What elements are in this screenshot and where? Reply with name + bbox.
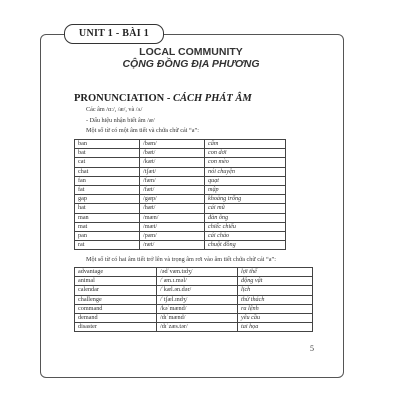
ipa-cell: /ræt/ <box>140 241 205 250</box>
table-row <box>75 304 313 313</box>
ipa-cell: /ədˈvæn.tɪdʒ/ <box>157 268 238 277</box>
word-cell: calendar <box>75 286 157 295</box>
table-row <box>75 231 286 240</box>
unit-badge: UNIT 1 - BÀI 1 <box>64 24 164 44</box>
ipa-cell: /fæn/ <box>140 176 205 185</box>
ipa-cell: /fæt/ <box>140 185 205 194</box>
meaning-cell: khoảng trống <box>205 195 286 204</box>
table-row <box>75 313 313 322</box>
word-cell: ban <box>75 140 140 149</box>
section-heading-english: PRONUNCIATION - <box>74 93 173 104</box>
ipa-cell: /pæn/ <box>140 231 205 240</box>
table1-intro: Một số từ có một âm tiết và chứa chữ cái “a”: <box>86 127 199 134</box>
ipa-cell: /ˈæn.ɪ.məl/ <box>157 277 238 286</box>
word-cell: demand <box>75 313 157 322</box>
meaning-cell: cái chảo <box>205 231 286 240</box>
table-row <box>75 295 313 304</box>
table2-intro: Một số từ có hai âm tiết trở lên và trọng âm rơi vào âm tiết chứa chữ cái “a”: <box>86 256 276 263</box>
meaning-cell: động vật <box>238 277 313 286</box>
ipa-cell: /ˈtʃæl.ɪndʒ/ <box>157 295 238 304</box>
word-cell: disaster <box>75 323 157 332</box>
meaning-cell: con mèo <box>205 158 286 167</box>
table-row <box>75 140 286 149</box>
table-row <box>75 176 286 185</box>
table-row <box>75 213 286 222</box>
meaning-cell: nói chuyện <box>205 167 286 176</box>
table-row <box>75 268 313 277</box>
meaning-cell: mập <box>205 185 286 194</box>
word-cell: animal <box>75 277 157 286</box>
table-row <box>75 323 313 332</box>
word-cell: chat <box>75 167 140 176</box>
meaning-cell: chiếc chiếu <box>205 222 286 231</box>
meaning-cell: chuột đồng <box>205 241 286 250</box>
table-row <box>75 204 286 213</box>
table-row <box>75 286 313 295</box>
ipa-cell: /kæt/ <box>140 158 205 167</box>
word-cell: man <box>75 213 140 222</box>
ipa-cell: /dɪˈmænd/ <box>157 313 238 322</box>
meaning-cell: cái mũ <box>205 204 286 213</box>
word-cell: gap <box>75 195 140 204</box>
table-row <box>75 195 286 204</box>
word-cell: command <box>75 304 157 313</box>
word-cell: fat <box>75 185 140 194</box>
ipa-cell: /dɪˈzæs.tər/ <box>157 323 238 332</box>
ipa-cell: /kəˈmænd/ <box>157 304 238 313</box>
meaning-cell: con dơi <box>205 149 286 158</box>
lesson-title-english: LOCAL COMMUNITY <box>139 46 243 58</box>
table-row <box>75 158 286 167</box>
sounds-line: Các âm /ɑ:/, /æ/, và /ʌ/ <box>86 106 143 113</box>
table-row <box>75 185 286 194</box>
meaning-cell: thử thách <box>238 295 313 304</box>
word-cell: cat <box>75 158 140 167</box>
word-cell: rat <box>75 241 140 250</box>
sign-line: - Dấu hiệu nhận biết âm /æ/ <box>86 117 155 124</box>
table-row <box>75 167 286 176</box>
ipa-cell: /mæt/ <box>140 222 205 231</box>
word-cell: mat <box>75 222 140 231</box>
meaning-cell: quạt <box>205 176 286 185</box>
ipa-cell: /hæt/ <box>140 204 205 213</box>
ipa-cell: /bæn/ <box>140 140 205 149</box>
meaning-cell: ra lệnh <box>238 304 313 313</box>
table-row <box>75 241 286 250</box>
section-heading-vietnamese: CÁCH PHÁT ÂM <box>172 93 252 104</box>
meaning-cell: lợi thế <box>238 268 313 277</box>
section-heading <box>74 93 252 104</box>
word-cell: bat <box>75 149 140 158</box>
meaning-cell: tai họa <box>238 323 313 332</box>
ipa-cell: /tʃæt/ <box>140 167 205 176</box>
word-cell: pan <box>75 231 140 240</box>
meaning-cell: lịch <box>238 286 313 295</box>
meaning-cell: đàn ông <box>205 213 286 222</box>
table-row <box>75 277 313 286</box>
table-row <box>75 222 286 231</box>
word-cell: challenge <box>75 295 157 304</box>
ipa-cell: /ˈkæl.ən.dər/ <box>157 286 238 295</box>
table-row <box>75 149 286 158</box>
word-cell: advantage <box>75 268 157 277</box>
meaning-cell: cấm <box>205 140 286 149</box>
word-cell: fan <box>75 176 140 185</box>
one-syllable-word-table <box>74 139 286 250</box>
multi-syllable-word-table <box>74 267 313 332</box>
page-number: 5 <box>310 344 314 353</box>
ipa-cell: /mæn/ <box>140 213 205 222</box>
meaning-cell: yêu cầu <box>238 313 313 322</box>
lesson-title-vietnamese: CỘNG ĐỒNG ĐỊA PHƯƠNG <box>122 58 260 70</box>
ipa-cell: /gæp/ <box>140 195 205 204</box>
word-cell: hat <box>75 204 140 213</box>
ipa-cell: /bæt/ <box>140 149 205 158</box>
